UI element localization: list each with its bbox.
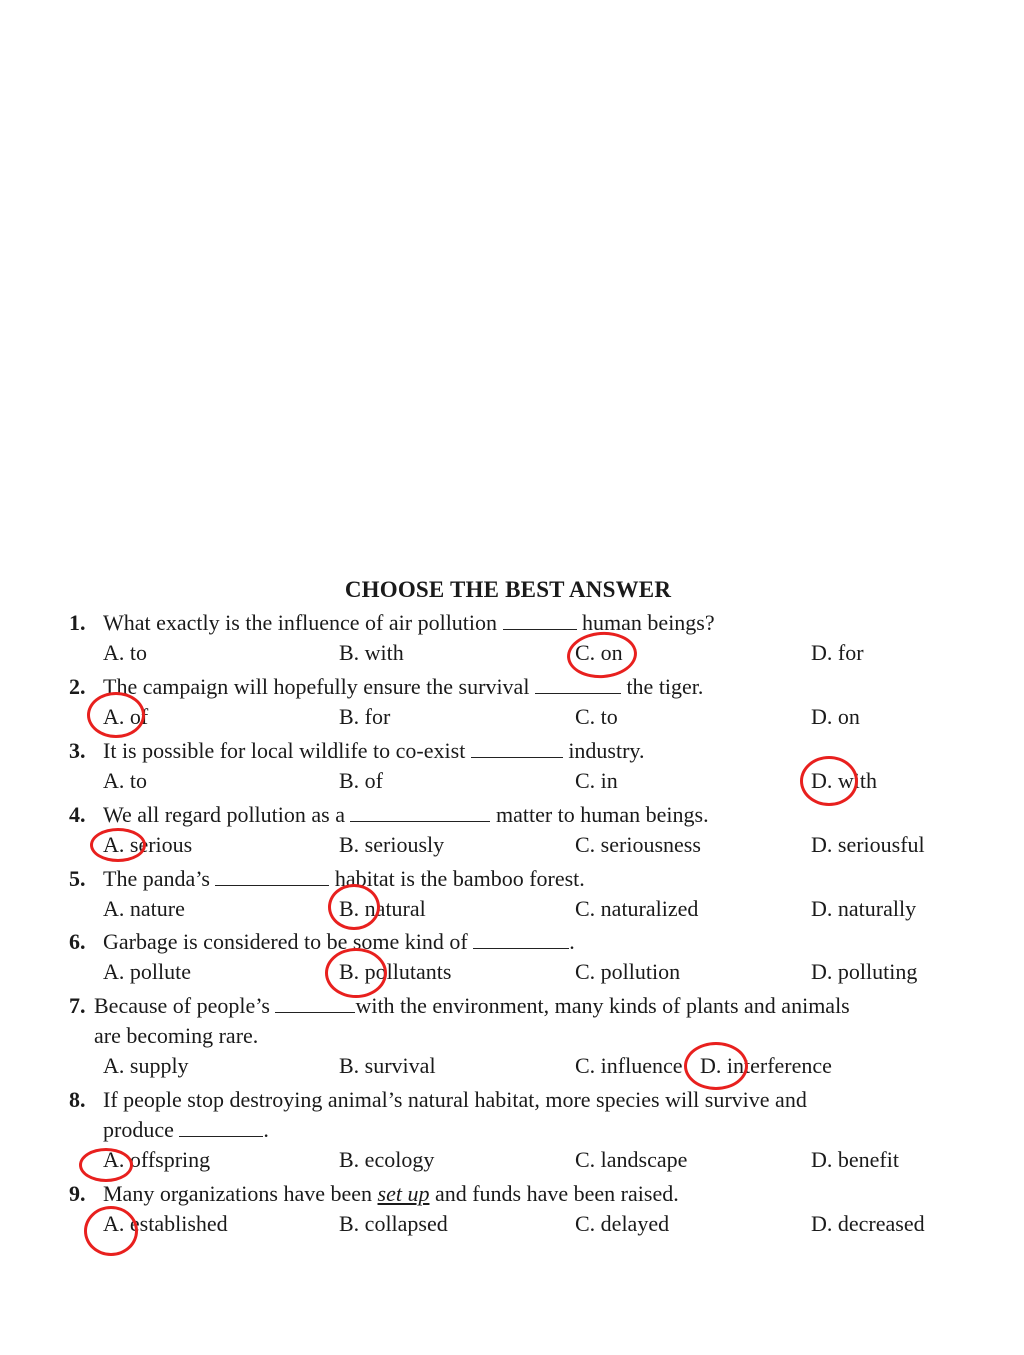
option-b[interactable]: B. seriously: [339, 832, 445, 857]
answer-circle-mark: [79, 1148, 133, 1182]
question-text: We all regard pollution as a matter to human beings.: [103, 802, 709, 827]
option-d[interactable]: D. with: [811, 768, 877, 793]
option-d[interactable]: D. on: [811, 704, 860, 729]
question-7-continued: are becoming rare.: [94, 1023, 259, 1048]
answer-circle-mark: [684, 1042, 748, 1090]
option-a[interactable]: A. established: [103, 1211, 228, 1236]
answer-circle-mark: [800, 756, 858, 806]
worksheet-title: CHOOSE THE BEST ANSWER: [344, 577, 672, 602]
option-d[interactable]: D. seriousful: [811, 832, 925, 857]
option-a[interactable]: A. nature: [103, 896, 185, 921]
question-text: Many organizations have been set up and funds have been raised.: [103, 1181, 679, 1206]
answer-circle-mark: [84, 1206, 138, 1256]
option-b[interactable]: B. for: [339, 704, 391, 729]
option-a[interactable]: A. pollute: [103, 959, 191, 984]
question-number: 4.: [69, 802, 86, 827]
question-6: [69, 927, 575, 957]
option-c[interactable]: C. in: [575, 768, 618, 793]
underlined-phrase: set up: [377, 1181, 430, 1206]
question-text: The campaign will hopefully ensure the survival the tiger.: [103, 674, 704, 699]
question-5: [69, 864, 585, 894]
question-text: Because of people’s with the environment, many kinds of plants and animals: [94, 993, 850, 1018]
option-d[interactable]: D. naturally: [811, 896, 917, 921]
option-d[interactable]: D. for: [811, 640, 864, 665]
question-number: 1.: [69, 610, 86, 635]
option-d[interactable]: D. benefit: [811, 1147, 899, 1172]
option-a[interactable]: A. of: [103, 704, 149, 729]
question-number: 8.: [69, 1087, 86, 1112]
answer-blank: [503, 609, 577, 630]
question-number: 5.: [69, 866, 86, 891]
option-c[interactable]: C. seriousness: [575, 832, 701, 857]
option-a[interactable]: A. offspring: [103, 1147, 211, 1172]
option-c[interactable]: C. delayed: [575, 1211, 670, 1236]
answer-blank: [471, 737, 563, 758]
option-b[interactable]: B. with: [339, 640, 404, 665]
answer-circle-mark: [90, 828, 146, 862]
question-8: [69, 1085, 807, 1115]
option-c[interactable]: C. pollution: [575, 959, 681, 984]
question-text: If people stop destroying animal’s natural habitat, more species will survive and: [103, 1087, 807, 1112]
question-text: Garbage is considered to be some kind of .: [103, 929, 575, 954]
option-c[interactable]: C. on: [575, 640, 623, 665]
question-number: 6.: [69, 929, 86, 954]
option-a[interactable]: A. to: [103, 768, 147, 793]
option-c[interactable]: C. landscape: [575, 1147, 688, 1172]
answer-circle-mark: [87, 692, 145, 738]
answer-circle-mark: [328, 884, 380, 930]
question-text: It is possible for local wildlife to co-exist industry.: [103, 738, 645, 763]
question-2: [69, 672, 704, 702]
answer-blank: [179, 1116, 263, 1137]
option-b[interactable]: B. of: [339, 768, 383, 793]
option-c[interactable]: C. to: [575, 704, 618, 729]
answer-circle-mark: [325, 948, 387, 998]
question-number: 3.: [69, 738, 86, 763]
question-number: 2.: [69, 674, 86, 699]
option-a[interactable]: A. to: [103, 640, 147, 665]
option-b[interactable]: B. natural: [339, 896, 426, 921]
option-a[interactable]: A. supply: [103, 1053, 189, 1078]
option-c[interactable]: C. naturalized: [575, 896, 699, 921]
option-c[interactable]: C. influence: [575, 1053, 683, 1078]
option-d[interactable]: D. interference: [700, 1053, 832, 1078]
question-8-continued: produce .: [103, 1117, 269, 1142]
question-number: 7.: [69, 993, 86, 1018]
option-a[interactable]: A. serious: [103, 832, 193, 857]
question-9: [69, 1179, 679, 1209]
answer-blank: [473, 928, 569, 949]
option-b[interactable]: B. ecology: [339, 1147, 435, 1172]
question-text: What exactly is the influence of air pollution human beings?: [103, 610, 715, 635]
option-b[interactable]: B. collapsed: [339, 1211, 448, 1236]
option-b[interactable]: B. survival: [339, 1053, 436, 1078]
question-number: 9.: [69, 1181, 86, 1206]
option-d[interactable]: D. decreased: [811, 1211, 925, 1236]
option-d[interactable]: D. polluting: [811, 959, 918, 984]
question-3: [69, 736, 645, 766]
answer-blank: [215, 865, 329, 886]
question-1: [69, 608, 715, 638]
question-4: [69, 800, 709, 830]
question-7: [69, 991, 850, 1021]
question-text: The panda’s habitat is the bamboo forest.: [103, 866, 585, 891]
answer-blank: [350, 801, 490, 822]
option-b[interactable]: B. pollutants: [339, 959, 452, 984]
